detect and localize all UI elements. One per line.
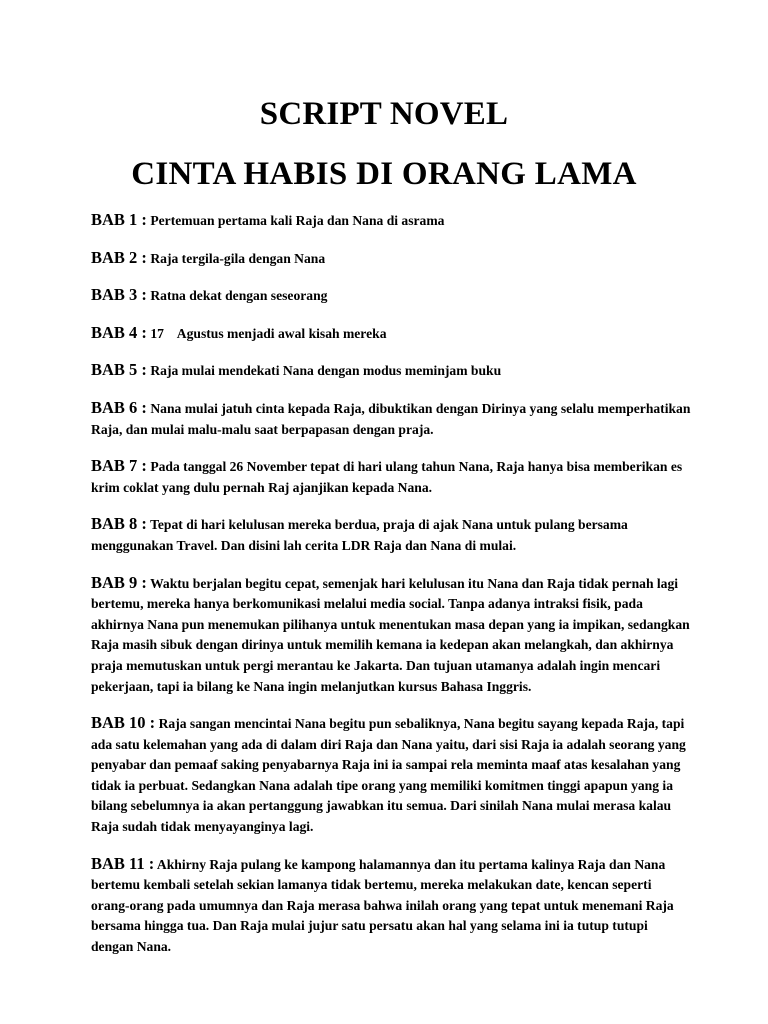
chapter-text: 17 Agustus menjadi awal kisah mereka	[150, 325, 387, 341]
chapter-label: BAB 3 :	[91, 285, 147, 305]
chapter-item	[91, 323, 691, 345]
chapter-item	[91, 398, 691, 440]
chapter-text: Ratna dekat dengan seseorang	[150, 288, 328, 304]
chapter-label: BAB 9 :	[91, 572, 147, 592]
chapter-item	[91, 573, 691, 698]
chapter-text: Raja sangan mencintai Nana begitu pun sebaliknya, Nana begitu sayang kepada Raja, tapi ada satu kelemahan yang ada di dalam diri Raja dan Nana yaitu, dari sisi Raja ia adalah seorang yang penyabar dan pemaaf saking penyabarnya Raja ini ia sampai rela meminta maaf atas kesalahan yang tidak ia perbuat. Sedangkan Nana adalah tipe orang yang memiliki komitmen tinggi apapun yang ia bilang sebelumnya ia akan pertanggung jawabkan itu semua. Dari sinilah Nana mulai merasa kalau Raja sudah tidak menyayanginya lagi.	[91, 716, 686, 835]
chapter-label: BAB 1 :	[91, 210, 147, 229]
chapter-label: BAB 2 :	[91, 247, 147, 267]
chapter-label: BAB 6 :	[91, 397, 147, 417]
chapter-item	[91, 854, 691, 958]
document-title: SCRIPT NOVEL	[259, 96, 509, 132]
chapter-text: Akhirny Raja pulang ke kampong halamannya dan itu pertama kalinya Raja dan Nana bertemu kembali setelah sekian lamanya tidak bertemu, mereka melakukan date, kencan seperti orang-orang pada umumnya dan Raja merasa bahwa inilah orang yang tepat untuk menemani Raja bersama hingga tua. Dan Raja mulai jujur satu persatu akan hal yang selama ini ia tutup tutupi dengan Nana.	[91, 856, 674, 955]
chapter-text: Pertemuan pertama kali Raja dan Nana di asrama	[150, 213, 445, 228]
chapter-text: Tepat di hari kelulusan mereka berdua, praja di ajak Nana untuk pulang bersama menggunakan Travel. Dan disini lah cerita LDR Raja dan Nana di mulai.	[91, 517, 628, 553]
chapter-item	[91, 514, 691, 556]
chapter-label: BAB 5 :	[91, 360, 147, 380]
chapter-item	[91, 285, 691, 307]
chapter-label: BAB 7 :	[91, 456, 147, 476]
chapter-label: BAB 8 :	[91, 514, 147, 534]
chapter-label: BAB 10 :	[91, 713, 156, 733]
chapter-list	[91, 210, 691, 974]
chapter-text: Nana mulai jatuh cinta kepada Raja, dibuktikan dengan Dirinya yang selalu memperhatikan Raja, dan mulai malu-malu saat berpapasan dengan praja.	[91, 400, 691, 437]
chapter-item	[91, 360, 691, 382]
chapter-label: BAB 11 :	[91, 853, 155, 873]
chapter-text: Raja mulai mendekati Nana dengan modus meminjam buku	[150, 363, 502, 379]
chapter-text: Pada tanggal 26 November tepat di hari ulang tahun Nana, Raja hanya bisa memberikan es krim coklat yang dulu pernah Raj ajanjikan kepada Nana.	[91, 459, 683, 495]
chapter-item	[91, 713, 691, 838]
novel-title: CINTA HABIS DI ORANG LAMA	[131, 156, 637, 192]
chapter-item	[91, 248, 691, 270]
chapter-text: Waktu berjalan begitu cepat, semenjak hari kelulusan itu Nana dan Raja tidak pernah lagi bertemu, mereka hanya berkomunikasi melalui media social. Tanpa adanya intraksi fisik, pada akhirnya Nana pun menemukan pilihanya untuk menentukan masa depan yang ia impikan, sedangkan Raja masih sibuk dengan dirinya untuk memilih kemana ia kedepan akan melangkah, dan akhirnya praja memutuskan untuk pergi merantau ke Jakarta. Dan tujuan utamanya adalah ingin mencari pekerjaan, tapi ia bilang ke Nana ingin melanjutkan kursus Bahasa Inggris.	[91, 575, 690, 694]
chapter-text: Raja tergila-gila dengan Nana	[150, 250, 326, 266]
chapter-item	[91, 456, 691, 498]
chapter-item	[91, 210, 691, 232]
chapter-label: BAB 4 :	[91, 322, 147, 342]
